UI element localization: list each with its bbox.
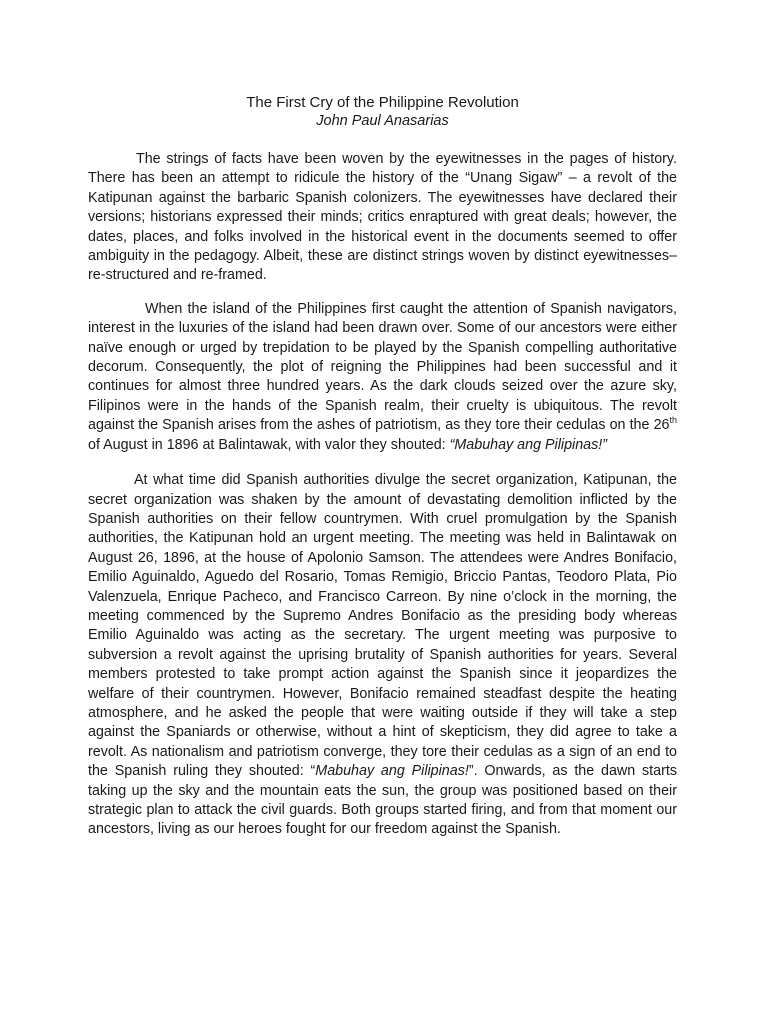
paragraph-3-text: At what time did Spanish authorities divulge the secret organization, Katipunan, the secret organization was shaken by the amount of devastating demolition inflicted by the Spanish authorities on their fellow countrymen. With cruel promulgation by the Spanish authorities, the Katipunan hold an urgent meeting. The meeting was held in Balintawak on August 26, 1896, at the house of Apolonio Samson. The attendees were Andres Bonifacio, Emilio Aguinaldo, Aguedo del Rosario, Tomas Remigio, Briccio Pantas, Teodoro Plata, Pio Valenzuela, Enrique Pacheco, and Francisco Carreon. By nine o’clock in the morning, the meeting commenced by the Supremo Andres Bonifacio as the presiding body whereas Emilio Aguinaldo was acting as the secretary. The urgent meeting was purposive to subversion a revolt against the uprising brutality of Spanish authorities for years. Several members protested to take prompt action against the Spanish since it jeopardizes the welfare of their countrymen. However, Bonifacio remained steadfast despite the heating atmosphere, and he asked the people that were waiting outside if they will take a step against the Spaniards or otherwise, without a hint of skepticism, they did agree to take a revolt. As nationalism and patriotism converge, they tore their cedulas as a sign of an end to the Spanish ruling they shouted: “ — [88, 472, 677, 780]
paragraph-1 — [88, 150, 677, 286]
document-page — [88, 94, 677, 854]
paragraph-3-text-continued: ”. Onwards, as the dawn starts taking up the sky and the mountain eats the sun, the group was positioned based on their strategic plan to attack the civil guards. Both groups started firing, and from that moment our ancestors, living as our heroes fought for our freedom against the Spanish. — [88, 763, 677, 838]
paragraph-3 — [88, 471, 677, 840]
paragraph-2-text: When the island of the Philippines first caught the attention of Spanish navigators, interest in the luxuries of the island had been drawn over. Some of our ancestors were either naïve enough or urged by trepidation to be played by the Spanish compelling authoritative decorum. Consequently, the plot of reigning the Philippines had been successful and it continues for almost three hundred years. As the dark clouds seized over the azure sky, Filipinos were in the hands of the Spanish realm, their cruelty is ubiquitous. The revolt against the Spanish arises from the ashes of patriotism, as they tore their cedulas on the 26 — [88, 300, 677, 434]
paragraph-2 — [88, 300, 677, 455]
document-title: The First Cry of the Philippine Revolution — [246, 94, 519, 111]
ordinal-suffix: th — [669, 415, 677, 426]
battle-cry-quote: “Mabuhay ang Pilipinas!” — [449, 436, 607, 453]
battle-cry-quote-2: Mabuhay ang Pilipinas! — [315, 763, 469, 780]
document-author: John Paul Anasarias — [316, 113, 449, 129]
paragraph-2-text-continued: of August in 1896 at Balintawak, with valor they shouted: — [88, 436, 450, 453]
paragraph-1-text: The strings of facts have been woven by the eyewitnesses in the pages of history. There has been an attempt to ridicule the history of the “Unang Sigaw” – a revolt of the Katipunan against the barbaric Spanish colonizers. The eyewitnesses have declared their versions; historians expressed their minds; critics enraptured with great deals; however, the dates, places, and folks involved in the historical event in the documents seemed to offer ambiguity in the pedagogy. Albeit, these are distinct strings woven by distinct eyewitnesses– re-structured and re-framed. — [88, 151, 677, 284]
